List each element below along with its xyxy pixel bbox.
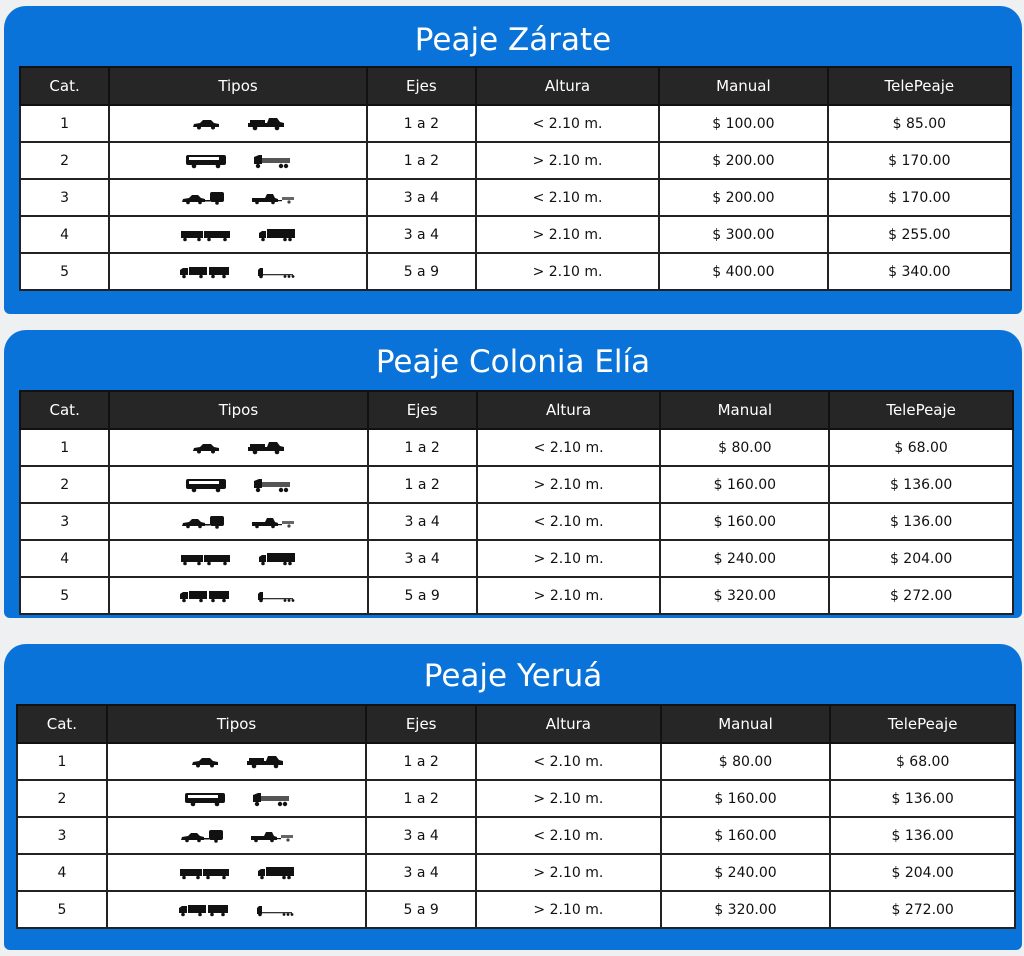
vehicle-types-cell (109, 503, 367, 540)
table-row (17, 743, 1015, 780)
height-cell: > 2.10 m. (476, 891, 661, 928)
category-cell: 3 (17, 817, 107, 854)
height-cell: > 2.10 m. (477, 466, 661, 503)
telepeaje-price-cell: $ 136.00 (830, 780, 1015, 817)
toll-panel-yerua (4, 644, 1022, 950)
axles-cell: 3 a 4 (367, 216, 476, 253)
category-cell: 1 (20, 105, 109, 142)
manual-price-cell: $ 80.00 (660, 429, 829, 466)
truck-with-trailer-icon (179, 866, 231, 880)
height-cell: > 2.10 m. (476, 142, 659, 179)
telepeaje-price-cell: $ 136.00 (829, 466, 1013, 503)
flatbed-truck-icon (253, 153, 291, 169)
truck-with-trailer-icon (180, 228, 232, 242)
toll-table (19, 66, 1012, 291)
semi-trailer-truck-icon (179, 265, 231, 279)
pickup-with-trailer-icon (250, 829, 294, 843)
car-icon (191, 442, 221, 454)
axles-cell: 3 a 4 (366, 817, 476, 854)
column-header: Altura (477, 391, 661, 429)
column-header: TelePeaje (829, 391, 1013, 429)
column-header: TelePeaje (828, 67, 1011, 105)
table-row (20, 577, 1013, 614)
truck-with-trailer-icon (180, 552, 232, 566)
vehicle-types-cell (107, 817, 366, 854)
column-header: Manual (661, 705, 831, 743)
category-cell: 2 (17, 780, 107, 817)
table-row (20, 503, 1013, 540)
toll-table (19, 390, 1014, 615)
category-cell: 4 (17, 854, 107, 891)
category-cell: 2 (20, 142, 109, 179)
height-cell: > 2.10 m. (477, 577, 661, 614)
category-cell: 4 (20, 540, 109, 577)
manual-price-cell: $ 100.00 (659, 105, 827, 142)
height-cell: > 2.10 m. (476, 854, 661, 891)
height-cell: < 2.10 m. (476, 743, 661, 780)
telepeaje-price-cell: $ 170.00 (828, 179, 1011, 216)
axles-cell: 3 a 4 (366, 854, 476, 891)
column-header: Cat. (17, 705, 107, 743)
height-cell: < 2.10 m. (476, 179, 659, 216)
height-cell: > 2.10 m. (476, 216, 659, 253)
table-row (20, 466, 1013, 503)
table-row (17, 891, 1015, 928)
axles-cell: 5 a 9 (368, 577, 477, 614)
axles-cell: 1 a 2 (368, 466, 477, 503)
telepeaje-price-cell: $ 170.00 (828, 142, 1011, 179)
column-header: Cat. (20, 391, 109, 429)
height-cell: < 2.10 m. (476, 105, 659, 142)
column-header: TelePeaje (830, 705, 1015, 743)
manual-price-cell: $ 320.00 (661, 891, 831, 928)
telepeaje-price-cell: $ 136.00 (829, 503, 1013, 540)
category-cell: 3 (20, 179, 109, 216)
column-header: Cat. (20, 67, 109, 105)
category-cell: 5 (17, 891, 107, 928)
column-header: Manual (660, 391, 829, 429)
height-cell: > 2.10 m. (476, 253, 659, 290)
car-with-trailer-icon (181, 191, 225, 205)
toll-table (16, 704, 1016, 929)
vehicle-types-cell (109, 253, 367, 290)
column-header: Ejes (367, 67, 476, 105)
bus-icon (185, 153, 227, 169)
column-header: Ejes (366, 705, 476, 743)
manual-price-cell: $ 160.00 (661, 817, 831, 854)
manual-price-cell: $ 400.00 (659, 253, 827, 290)
category-cell: 2 (20, 466, 109, 503)
category-cell: 3 (20, 503, 109, 540)
category-cell: 1 (20, 429, 109, 466)
table-row (17, 817, 1015, 854)
category-cell: 1 (17, 743, 107, 780)
vehicle-types-cell (109, 142, 367, 179)
header-row (20, 391, 1013, 429)
bus-icon (185, 477, 227, 493)
axles-cell: 1 a 2 (367, 142, 476, 179)
vehicle-types-cell (109, 429, 367, 466)
manual-price-cell: $ 80.00 (661, 743, 831, 780)
box-truck-icon (258, 552, 296, 566)
table-row (20, 142, 1011, 179)
tractor-with-trailer-icon (257, 589, 297, 603)
height-cell: < 2.10 m. (476, 817, 661, 854)
vehicle-types-cell (107, 891, 366, 928)
pickup-truck-icon (246, 755, 284, 769)
telepeaje-price-cell: $ 68.00 (829, 429, 1013, 466)
telepeaje-price-cell: $ 85.00 (828, 105, 1011, 142)
column-header: Ejes (368, 391, 477, 429)
table-row (20, 253, 1011, 290)
manual-price-cell: $ 240.00 (660, 540, 829, 577)
flatbed-truck-icon (253, 477, 291, 493)
column-header: Tipos (107, 705, 366, 743)
axles-cell: 3 a 4 (368, 540, 477, 577)
axles-cell: 1 a 2 (368, 429, 477, 466)
column-header: Altura (476, 67, 659, 105)
column-header: Manual (659, 67, 827, 105)
axles-cell: 5 a 9 (367, 253, 476, 290)
toll-panel-colonia-elia (4, 330, 1022, 618)
pickup-with-trailer-icon (251, 191, 295, 205)
header-row (20, 67, 1011, 105)
telepeaje-price-cell: $ 340.00 (828, 253, 1011, 290)
table-row (17, 854, 1015, 891)
category-cell: 5 (20, 253, 109, 290)
vehicle-types-cell (109, 216, 367, 253)
table-row (20, 105, 1011, 142)
axles-cell: 1 a 2 (367, 105, 476, 142)
height-cell: < 2.10 m. (477, 429, 661, 466)
manual-price-cell: $ 160.00 (660, 503, 829, 540)
category-cell: 4 (20, 216, 109, 253)
category-cell: 5 (20, 577, 109, 614)
panel-title: Peaje Yeruá (423, 658, 603, 694)
table-row (17, 780, 1015, 817)
semi-trailer-truck-icon (179, 589, 231, 603)
manual-price-cell: $ 300.00 (659, 216, 827, 253)
vehicle-types-cell (107, 854, 366, 891)
flatbed-truck-icon (252, 791, 290, 807)
column-header: Tipos (109, 391, 367, 429)
manual-price-cell: $ 160.00 (661, 780, 831, 817)
semi-trailer-truck-icon (178, 903, 230, 917)
bus-icon (184, 791, 226, 807)
vehicle-types-cell (109, 540, 367, 577)
manual-price-cell: $ 240.00 (661, 854, 831, 891)
height-cell: < 2.10 m. (477, 503, 661, 540)
axles-cell: 1 a 2 (366, 780, 476, 817)
manual-price-cell: $ 200.00 (659, 179, 827, 216)
telepeaje-price-cell: $ 204.00 (829, 540, 1013, 577)
telepeaje-price-cell: $ 136.00 (830, 817, 1015, 854)
manual-price-cell: $ 160.00 (660, 466, 829, 503)
box-truck-icon (258, 228, 296, 242)
tractor-with-trailer-icon (256, 903, 296, 917)
tractor-with-trailer-icon (257, 265, 297, 279)
axles-cell: 1 a 2 (366, 743, 476, 780)
car-icon (191, 118, 221, 130)
telepeaje-price-cell: $ 272.00 (829, 577, 1013, 614)
car-icon (190, 756, 220, 768)
toll-panel-zarate (4, 6, 1022, 314)
table-row (20, 429, 1013, 466)
table-row (20, 540, 1013, 577)
axles-cell: 5 a 9 (366, 891, 476, 928)
height-cell: > 2.10 m. (476, 780, 661, 817)
height-cell: > 2.10 m. (477, 540, 661, 577)
telepeaje-price-cell: $ 204.00 (830, 854, 1015, 891)
header-row (17, 705, 1015, 743)
vehicle-types-cell (107, 743, 366, 780)
axles-cell: 3 a 4 (368, 503, 477, 540)
table-row (20, 216, 1011, 253)
vehicle-types-cell (109, 577, 367, 614)
pickup-truck-icon (247, 441, 285, 455)
box-truck-icon (257, 866, 295, 880)
manual-price-cell: $ 320.00 (660, 577, 829, 614)
column-header: Altura (476, 705, 661, 743)
telepeaje-price-cell: $ 68.00 (830, 743, 1015, 780)
telepeaje-price-cell: $ 255.00 (828, 216, 1011, 253)
panel-title: Peaje Zárate (414, 22, 612, 58)
table-row (20, 179, 1011, 216)
vehicle-types-cell (107, 780, 366, 817)
pickup-truck-icon (247, 117, 285, 131)
car-with-trailer-icon (181, 515, 225, 529)
vehicle-types-cell (109, 466, 367, 503)
vehicle-types-cell (109, 105, 367, 142)
panel-title: Peaje Colonia Elía (375, 344, 651, 380)
pickup-with-trailer-icon (251, 515, 295, 529)
column-header: Tipos (109, 67, 367, 105)
telepeaje-price-cell: $ 272.00 (830, 891, 1015, 928)
axles-cell: 3 a 4 (367, 179, 476, 216)
vehicle-types-cell (109, 179, 367, 216)
manual-price-cell: $ 200.00 (659, 142, 827, 179)
car-with-trailer-icon (180, 829, 224, 843)
